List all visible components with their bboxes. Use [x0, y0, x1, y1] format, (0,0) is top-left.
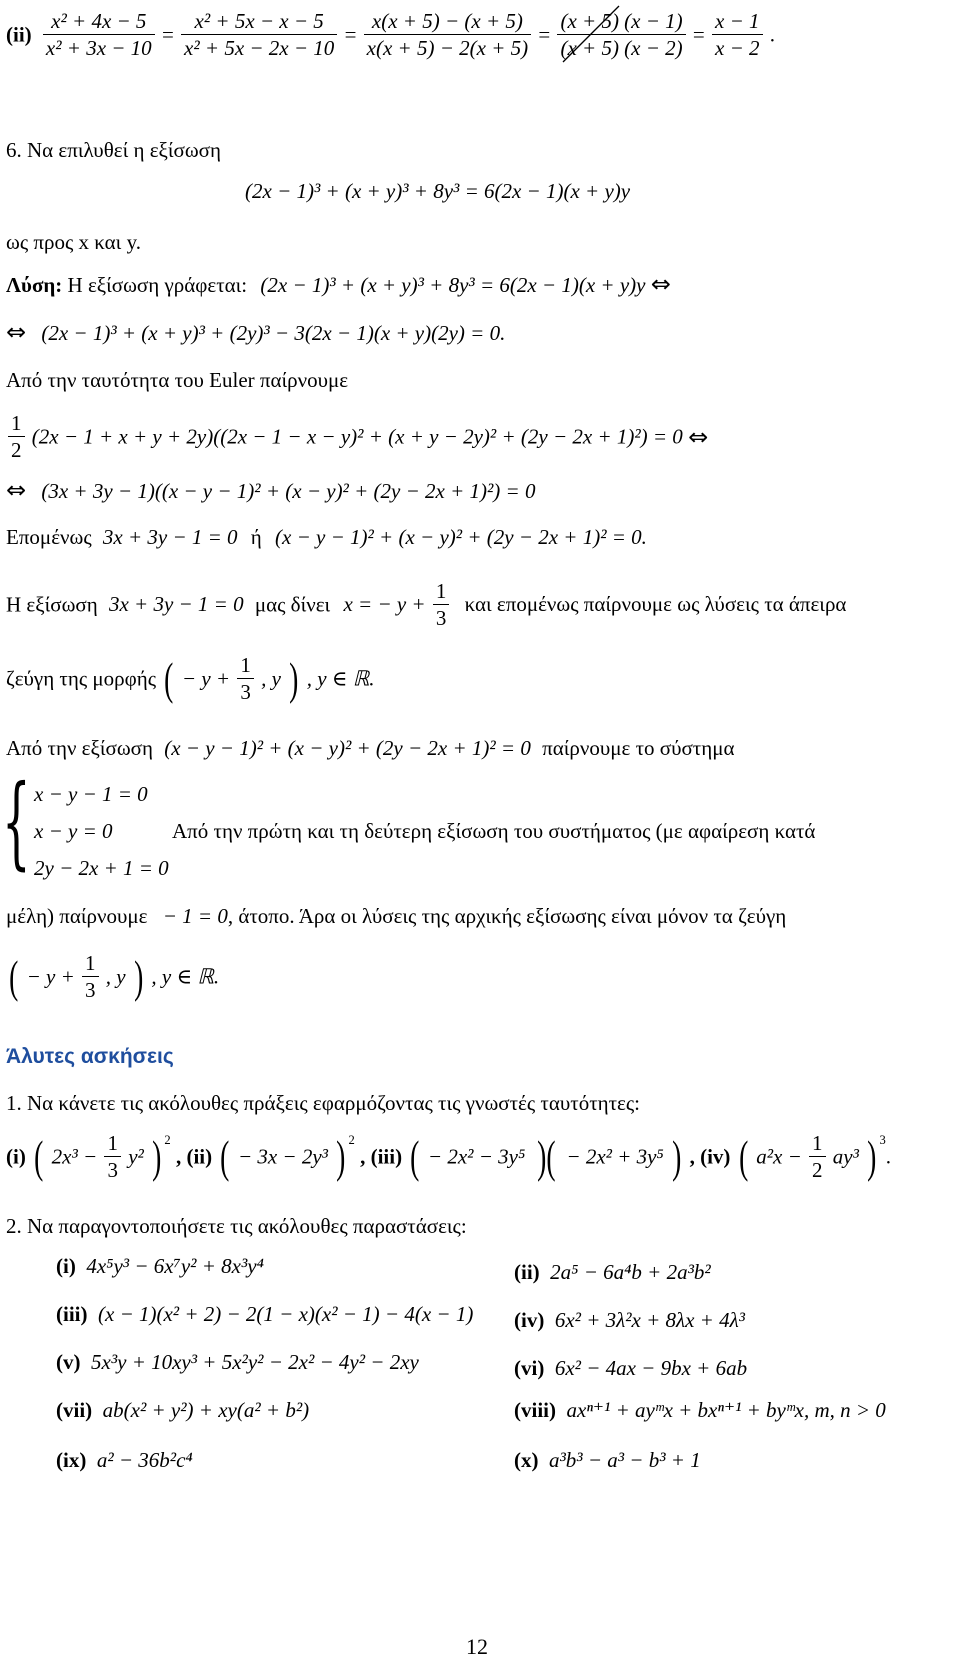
case2-expr: (x − y − 1)² + (x − y)² + (2y − 2x + 1)² = 0. — [275, 525, 647, 549]
system-brace: { — [2, 763, 31, 880]
ex6-equation: (2x − 1)³ + (x + y)³ + 8y³ = 6(2x − 1)(x + y)y — [245, 179, 631, 203]
fraction-5: $\frac{x - 1}{x - 2}$ — [712, 8, 763, 62]
iff-arrow-icon: ⇔ — [6, 318, 27, 346]
gives-line — [6, 578, 846, 632]
fraction-1: $\frac{\text{x² + 4x − 5}}{\text{x² + 3x − 10}}$ — [43, 8, 155, 62]
from-eq-expr: (x − y − 1)² + (x − y)² + (2y − 2x + 1)² = 0 — [164, 736, 531, 760]
solution-equation: (2x − 1)³ + (x + y)³ + 8y³ = 6(2x − 1)(x + y)y — [260, 273, 646, 297]
members-line: μέλη) παίρνουμε − 1 = 0, άτοπο. Άρα οι λύσεις της αρχικής εξίσωσης είναι μόνον τα ζεύγη — [6, 904, 787, 928]
gives-expr: x = − y + — [343, 592, 426, 617]
page-number: 12 — [466, 1634, 488, 1659]
item-ix: (ix) a² − 36b²c⁴ — [56, 1448, 193, 1472]
item-i: (i) 4x⁵y³ − 6x⁷y² + 8x³y⁴ — [56, 1254, 264, 1278]
system-comment: Από την πρώτη και τη δεύτερη εξίσωση του συστήματος (με αφαίρεση κατά — [172, 819, 816, 843]
one-third: $\frac{1}{3}$ — [82, 950, 99, 1004]
item-vi: (vi) 6x² − 4ax − 9bx + 6ab — [514, 1356, 748, 1380]
iff-arrow-icon: ⇔ — [688, 422, 709, 451]
ex1-text: 1. Να κάνετε τις ακόλουθες πράξεις εφαρμόζοντας τις γνωστές ταυτότητες: — [6, 1091, 641, 1115]
solution-label: Λύση: — [6, 273, 63, 297]
from-eq-line — [6, 738, 734, 759]
item-iii: (iii) (x − 1)(x² + 2) − 2(1 − x)(x² − 1) − 4(x − 1) — [56, 1302, 474, 1326]
cancel-stroke — [557, 4, 627, 64]
from-eq-text: Από την εξίσωση — [6, 736, 153, 760]
step3-line — [6, 478, 535, 502]
ex6-wrt: ως προς x και y. — [6, 230, 141, 254]
infinite-text: και επομένως παίρνουμε ως λύσεις τα άπειρα — [464, 592, 847, 617]
step3-expr: (3x + 3y − 1)((x − y − 1)² + (x − y)² + (2y − 2x + 1)²) = 0 — [41, 479, 536, 503]
fraction-3: $\frac{x(x + 5) - (x + 5)}{x(x + 5) - 2(x + 5)}$ — [364, 8, 531, 62]
solution-line — [6, 272, 671, 296]
members-expr: − 1 = 0 — [162, 904, 228, 928]
item-ii: (ii) 2a⁵ − 6a⁴b + 2a³b² — [514, 1260, 711, 1284]
ex2-text: 2. Να παραγοντοποιήσετε τις ακόλουθες παραστάσεις: — [6, 1214, 467, 1238]
step1-line — [6, 320, 505, 344]
system-eq-1: x − y − 1 = 0 — [34, 782, 148, 806]
one-half: $\frac{1}{2}$ — [809, 1130, 826, 1184]
one-third: $\frac{1}{3}$ — [237, 652, 254, 706]
or-text: ή — [250, 525, 262, 549]
section-title: Άλυτες ασκήσεις — [6, 1045, 174, 1068]
euler-text: Από την ταυτότητα του Euler παίρνουμε — [6, 368, 349, 392]
part-ii-label: (ii) — [6, 22, 32, 47]
one-third: $\frac{1}{3}$ — [104, 1130, 121, 1184]
fraction-2: $\frac{\text{x² + 5x − x − 5}}{\text{x² + 5x − 2x − 10}}$ — [181, 8, 337, 62]
step2-expr: (2x − 1 + x + y + 2y)((2x − 1 − x − y)² + (x + y − 2y)² + (2y − 2x + 1)²) = 0 — [31, 424, 683, 449]
ex1-items: (i) ( 2x³ − $\frac{1}{3}$ y² ) $^2$ , (ii) ( − 3x − 2y³ ) $^2$ , (iii) ( − 2x² − 3y⁵ )( − 2x² + 3y⁵ ) , (iv) ( a²x − $\frac{1}{2}$ ay³ ) $^3$. — [6, 1130, 892, 1183]
fraction-4-cancelled: $\frac{(x + 5) (x - 1)}{(x + 5) (x - 2)}$ — [557, 8, 685, 62]
iff-arrow-icon: ⇔ — [650, 270, 671, 298]
ex6-heading: 6. Να επιλυθεί η εξίσωση — [6, 138, 221, 162]
one-third: $\frac{1}{3}$ — [433, 578, 450, 632]
pairs-line: ζεύγη της μορφής ( − y + $\frac{1}{3}$ , y ) , y ∈ ℝ. — [6, 652, 375, 705]
case1-expr: 3x + 3y − 1 = 0 — [102, 525, 238, 549]
final-pairs-line: ( − y + $\frac{1}{3}$ , y ) , y ∈ ℝ. — [9, 950, 220, 1003]
system-eq-3: 2y − 2x + 1 = 0 — [34, 856, 169, 880]
system-eq-2: x − y = 0 — [34, 819, 113, 843]
therefore-line — [6, 527, 647, 548]
iff-arrow-icon: ⇔ — [6, 476, 27, 504]
item-vii: (vii) ab(x² + y²) + xy(a² + b²) — [56, 1398, 310, 1422]
item-x: (x) a³b³ − a³ − b³ + 1 — [514, 1448, 701, 1472]
eq-text: Η εξίσωση — [6, 592, 98, 617]
step2-line — [6, 410, 708, 464]
therefore-text: Επομένως — [6, 525, 92, 549]
eq-case1: 3x + 3y − 1 = 0 — [108, 592, 244, 617]
step1-expr: (2x − 1)³ + (x + y)³ + (2y)³ − 3(2x − 1)(x + y)(2y) = 0. — [41, 321, 506, 345]
gives-text: μας δίνει — [254, 592, 331, 617]
item-iv: (iv) 6x² + 3λ²x + 8λx + 4λ³ — [514, 1308, 745, 1332]
part-ii-line: (ii) $\frac{\text{x² + 4x − 5}}{\text{x² + 3x − 10}}$ = $\frac{\text{x² + 5x − x − 5}}{\text{x² + 5x − 2x − 10}}$ = $\frac{x(x + 5) - (x + 5)}{x(x + 5) - 2(x + 5)}$ = $\frac{(x + 5) (x - 1)}{(x + 5) (x - 2)}$ = $\frac{x - 1}{x - 2}$ . — [6, 8, 775, 62]
pairs-text: ζεύγη της μορφής — [6, 666, 157, 691]
one-half: $\frac{1}{2}$ — [8, 410, 25, 464]
system-text: παίρνουμε το σύστημα — [542, 736, 735, 760]
solution-intro: Η εξίσωση γράφεται: — [67, 273, 248, 297]
item-v: (v) 5x³y + 10xy³ + 5x²y² − 2x² − 4y² − 2xy — [56, 1350, 419, 1374]
item-viii: (viii) axⁿ⁺¹ + ayᵐx + bxⁿ⁺¹ + byᵐx, m, n > 0 — [514, 1398, 886, 1422]
